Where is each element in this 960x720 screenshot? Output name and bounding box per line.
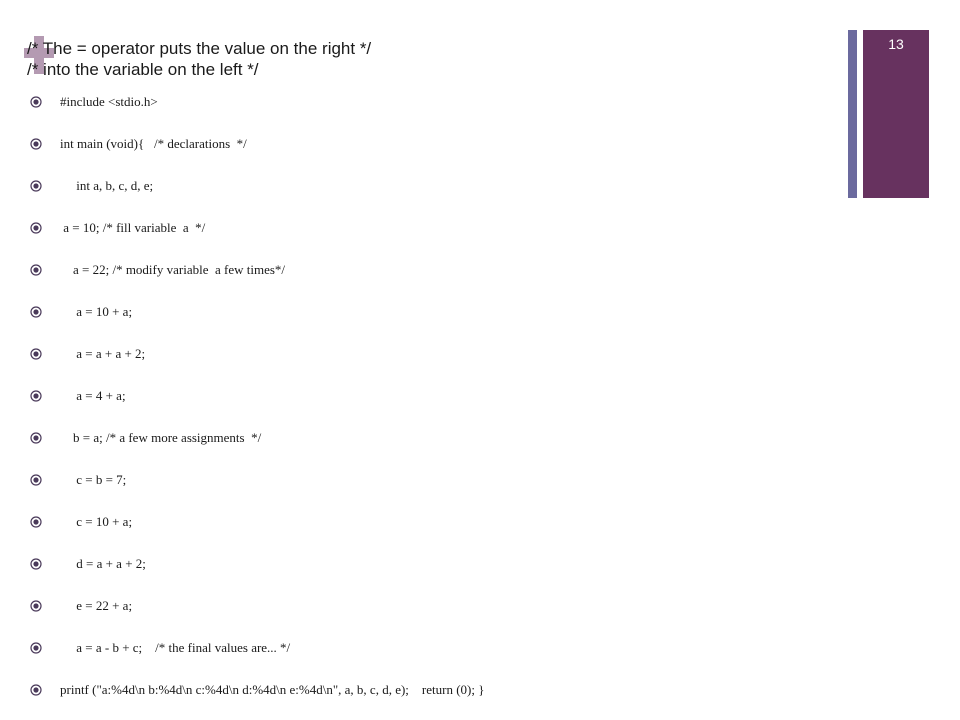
bullet-icon [30, 180, 42, 192]
list-item [30, 344, 820, 364]
list-item [30, 302, 820, 322]
code-line: c = 10 + a; [60, 514, 133, 529]
bullet-icon [30, 96, 42, 108]
code-line: int main (void){ /* declarations */ [60, 136, 247, 151]
code-line: #include <stdio.h> [60, 94, 158, 109]
accent-bar-thin [848, 30, 857, 198]
code-line: int a, b, c, d, e; [60, 178, 154, 193]
bullet-icon [30, 642, 42, 654]
title-line: /* The = operator puts the value on the right */ [27, 39, 372, 58]
code-line: a = 10 + a; [60, 304, 133, 319]
list-item [30, 554, 820, 574]
bullet-icon [30, 264, 42, 276]
list-item [30, 134, 820, 154]
list-item [30, 428, 820, 448]
list-item [30, 218, 820, 238]
bullet-icon [30, 348, 42, 360]
list-item [30, 386, 820, 406]
list-item [30, 176, 820, 196]
title-line: /* into the variable on the left */ [27, 60, 259, 79]
bullet-icon [30, 600, 42, 612]
code-line: c = b = 7; [60, 472, 127, 487]
list-item [30, 680, 820, 700]
slide-number: 13 [888, 36, 904, 52]
list-item [30, 512, 820, 532]
accent-bar-wide [863, 30, 929, 198]
code-line: a = a - b + c; /* the final values are... */ [60, 640, 291, 655]
bullet-icon [30, 138, 42, 150]
code-line: a = 22; /* modify variable a few times*/ [60, 262, 286, 277]
code-line: a = 4 + a; [60, 388, 126, 403]
list-item [30, 92, 820, 112]
slide-title [27, 38, 827, 80]
bullet-icon [30, 474, 42, 486]
bullet-icon [30, 558, 42, 570]
list-item [30, 260, 820, 280]
code-line: b = a; /* a few more assignments */ [60, 430, 262, 445]
list-item [30, 470, 820, 490]
code-line: a = 10; /* fill variable a */ [60, 220, 206, 235]
list-item [30, 596, 820, 616]
code-line: printf ("a:%4d\n b:%4d\n c:%4d\n d:%4d\n e:%4d\n", a, b, c, d, e); return (0); } [60, 682, 485, 697]
bullet-icon [30, 684, 42, 696]
code-line: e = 22 + a; [60, 598, 133, 613]
list-item [30, 638, 820, 658]
bullet-icon [30, 390, 42, 402]
code-line: a = a + a + 2; [60, 346, 146, 361]
bullet-icon [30, 306, 42, 318]
bullet-icon [30, 516, 42, 528]
bullet-icon [30, 222, 42, 234]
bullet-icon [30, 432, 42, 444]
code-line: d = a + a + 2; [60, 556, 146, 571]
